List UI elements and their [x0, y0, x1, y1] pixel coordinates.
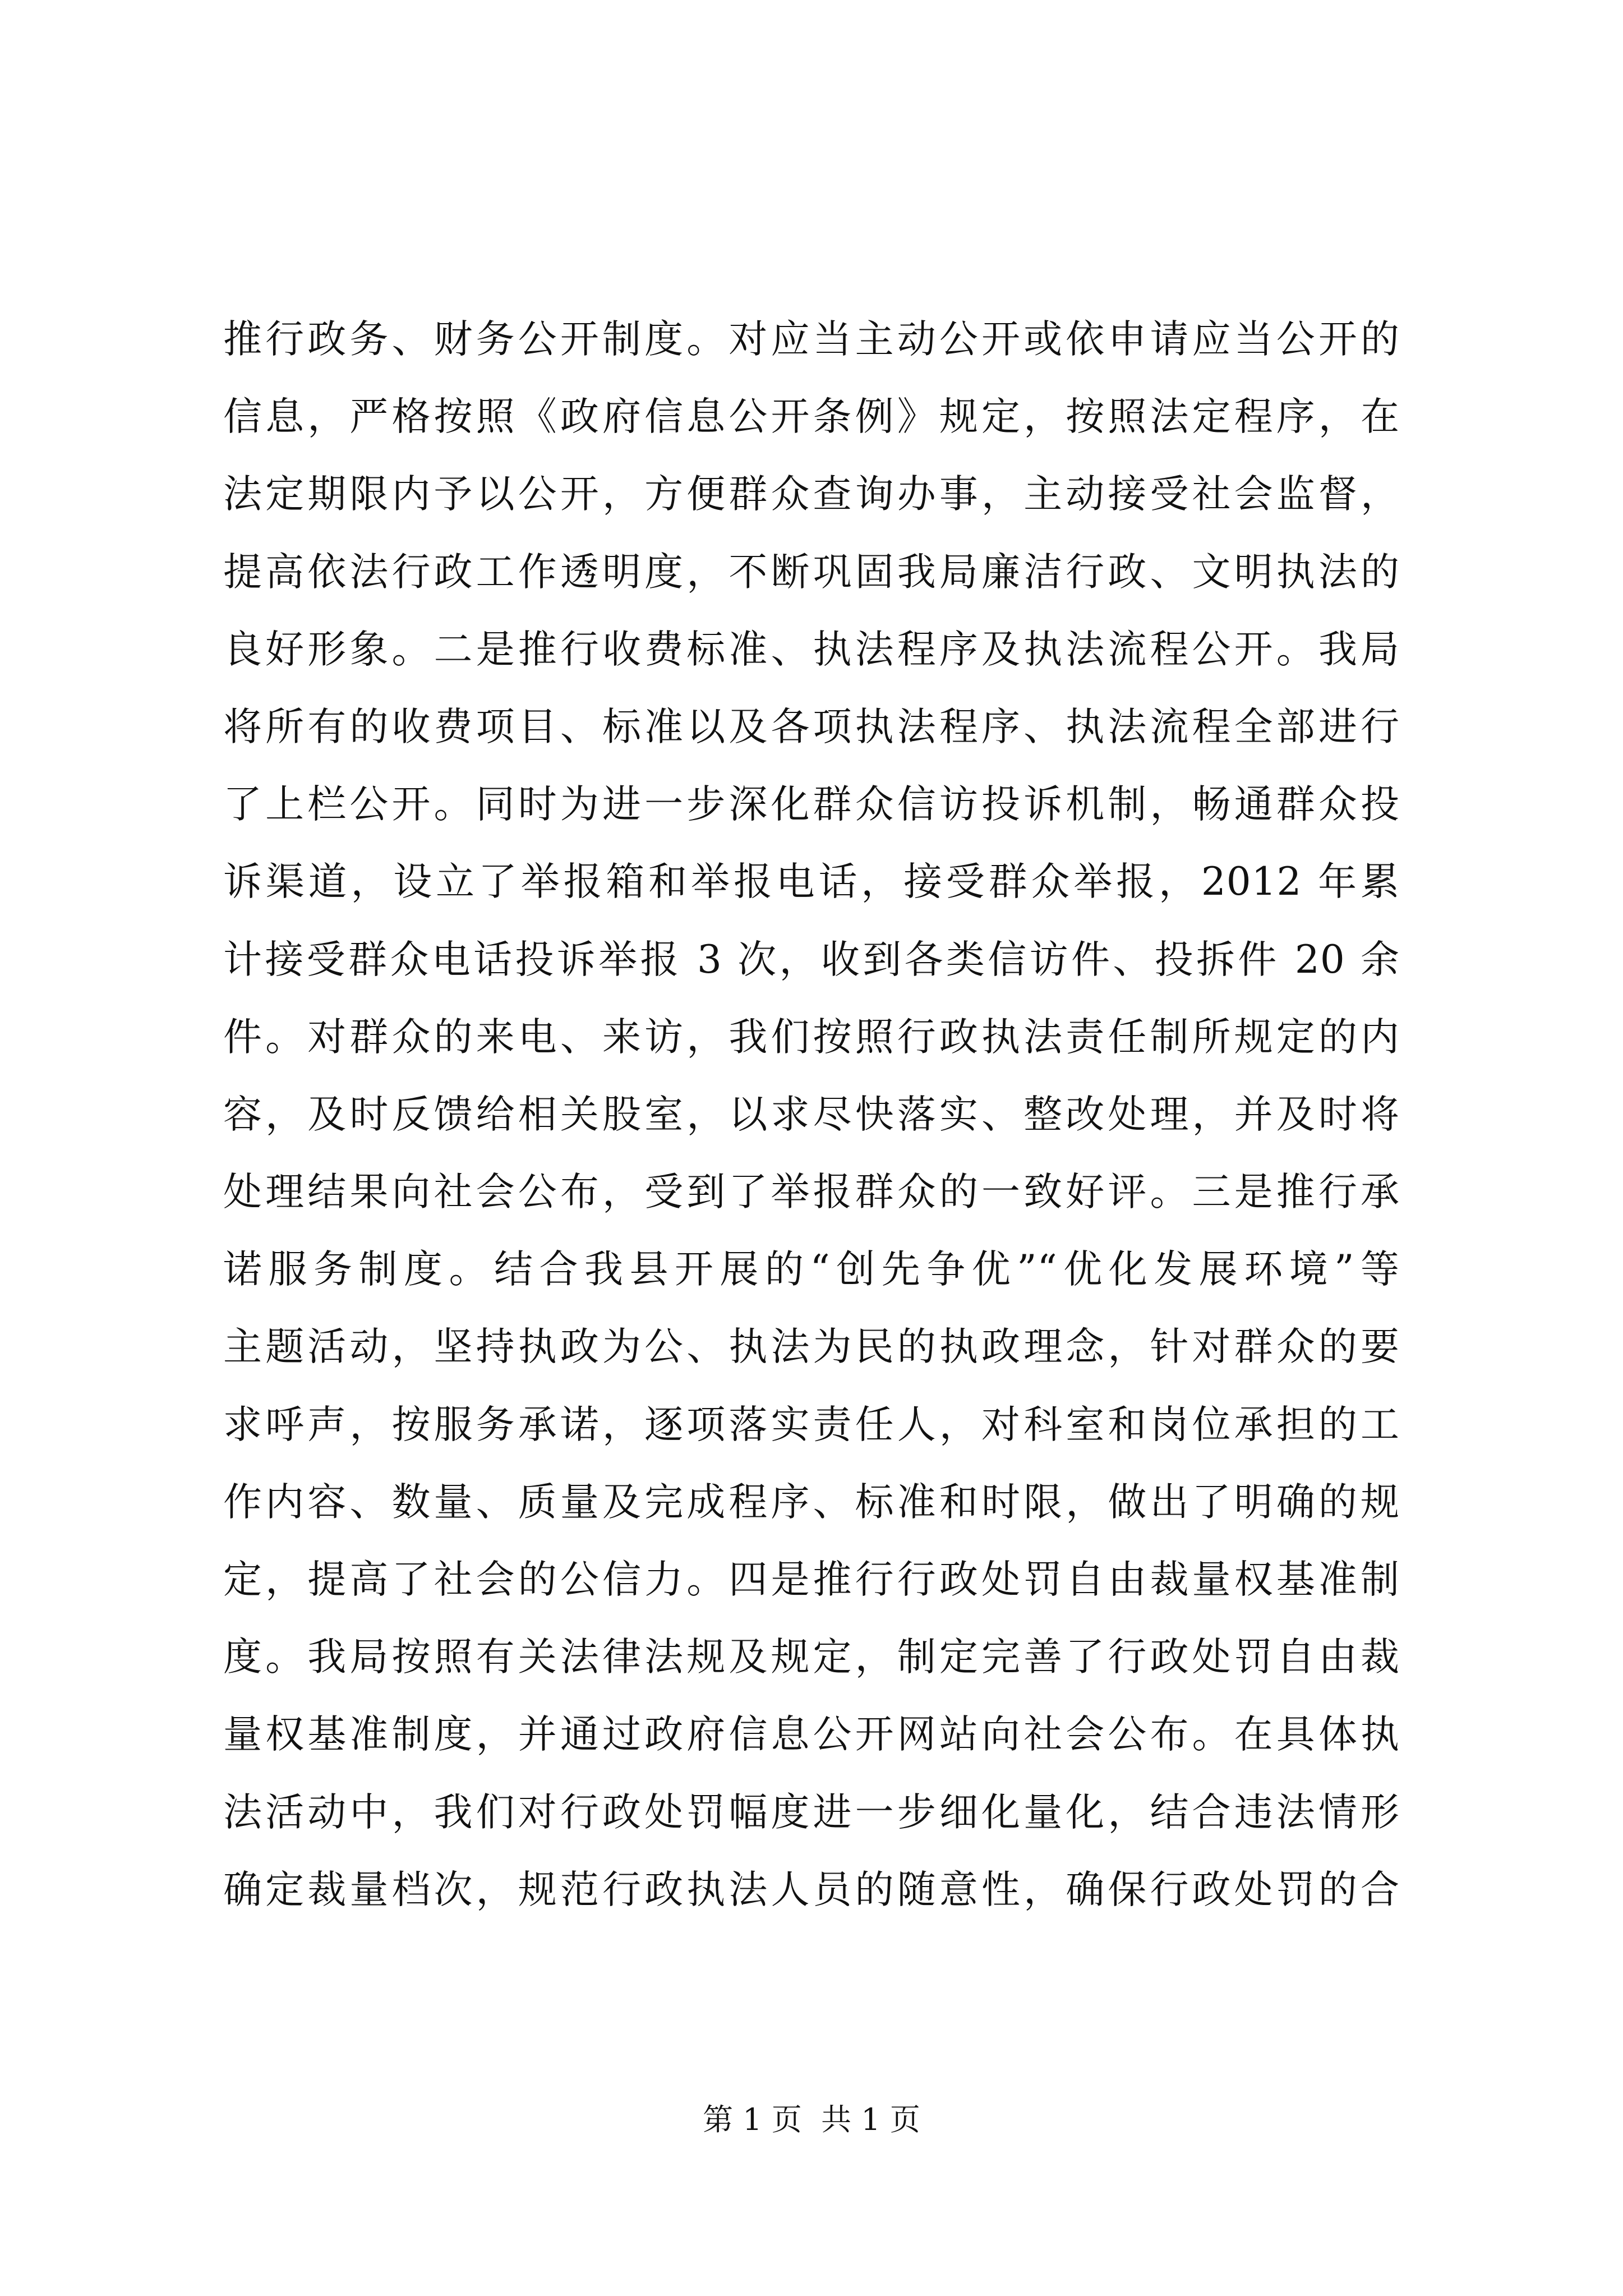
text-line-13: 诺服务制度。结合我县开展的“创先争优”“优化发展环境”等	[223, 1247, 1400, 1292]
text-line-14: 主题活动，坚持执政为公、执法为民的执政理念，针对群众的要	[223, 1324, 1400, 1370]
text-line-8: 诉渠道，设立了举报箱和举报电话，接受群众举报，2012 年累	[223, 859, 1400, 905]
text-line-15: 求呼声，按服务承诺，逐项落实责任人，对科室和岗位承担的工	[223, 1402, 1400, 1447]
text-line-3: 法定期限内予以公开，方便群众查询办事，主动接受社会监督，	[223, 472, 1400, 517]
document-body	[223, 301, 1400, 1929]
text-line-7: 了上栏公开。同时为进一步深化群众信访投诉机制，畅通群众投	[223, 782, 1400, 827]
text-line-9: 计接受群众电话投诉举报 3 次，收到各类信访件、投拆件 20 余	[223, 937, 1400, 982]
text-line-2: 信息，严格按照《政府信息公开条例》规定，按照法定程序，在	[223, 394, 1400, 440]
text-line-10: 件。对群众的来电、来访，我们按照行政执法责任制所规定的内	[223, 1014, 1400, 1060]
text-line-11: 容，及时反馈给相关股室，以求尽快落实、整改处理，并及时将	[223, 1092, 1400, 1137]
text-line-1: 推行政务、财务公开制度。对应当主动公开或依申请应当公开的	[223, 317, 1400, 362]
text-line-20: 法活动中，我们对行政处罚幅度进一步细化量化，结合违法情形	[223, 1789, 1400, 1835]
text-line-17: 定，提高了社会的公信力。四是推行行政处罚自由裁量权基准制	[223, 1557, 1400, 1602]
text-line-18: 度。我局按照有关法律法规及规定，制定完善了行政处罚自由裁	[223, 1635, 1400, 1680]
text-line-16: 作内容、数量、质量及完成程序、标准和时限，做出了明确的规	[223, 1479, 1400, 1525]
page-number-footer: 第 1 页 共 1 页	[703, 2102, 920, 2137]
text-line-4: 提高依法行政工作透明度，不断巩固我局廉洁行政、文明执法的	[223, 549, 1400, 595]
text-line-12: 处理结果向社会公布，受到了举报群众的一致好评。三是推行承	[223, 1170, 1400, 1215]
text-line-6: 将所有的收费项目、标准以及各项执法程序、执法流程全部进行	[223, 704, 1400, 749]
text-line-21: 确定裁量档次，规范行政执法人员的随意性，确保行政处罚的合	[223, 1867, 1400, 1912]
text-line-19: 量权基准制度，并通过政府信息公开网站向社会公布。在具体执	[223, 1712, 1400, 1757]
text-line-5: 良好形象。二是推行收费标准、执法程序及执法流程公开。我局	[223, 627, 1400, 672]
